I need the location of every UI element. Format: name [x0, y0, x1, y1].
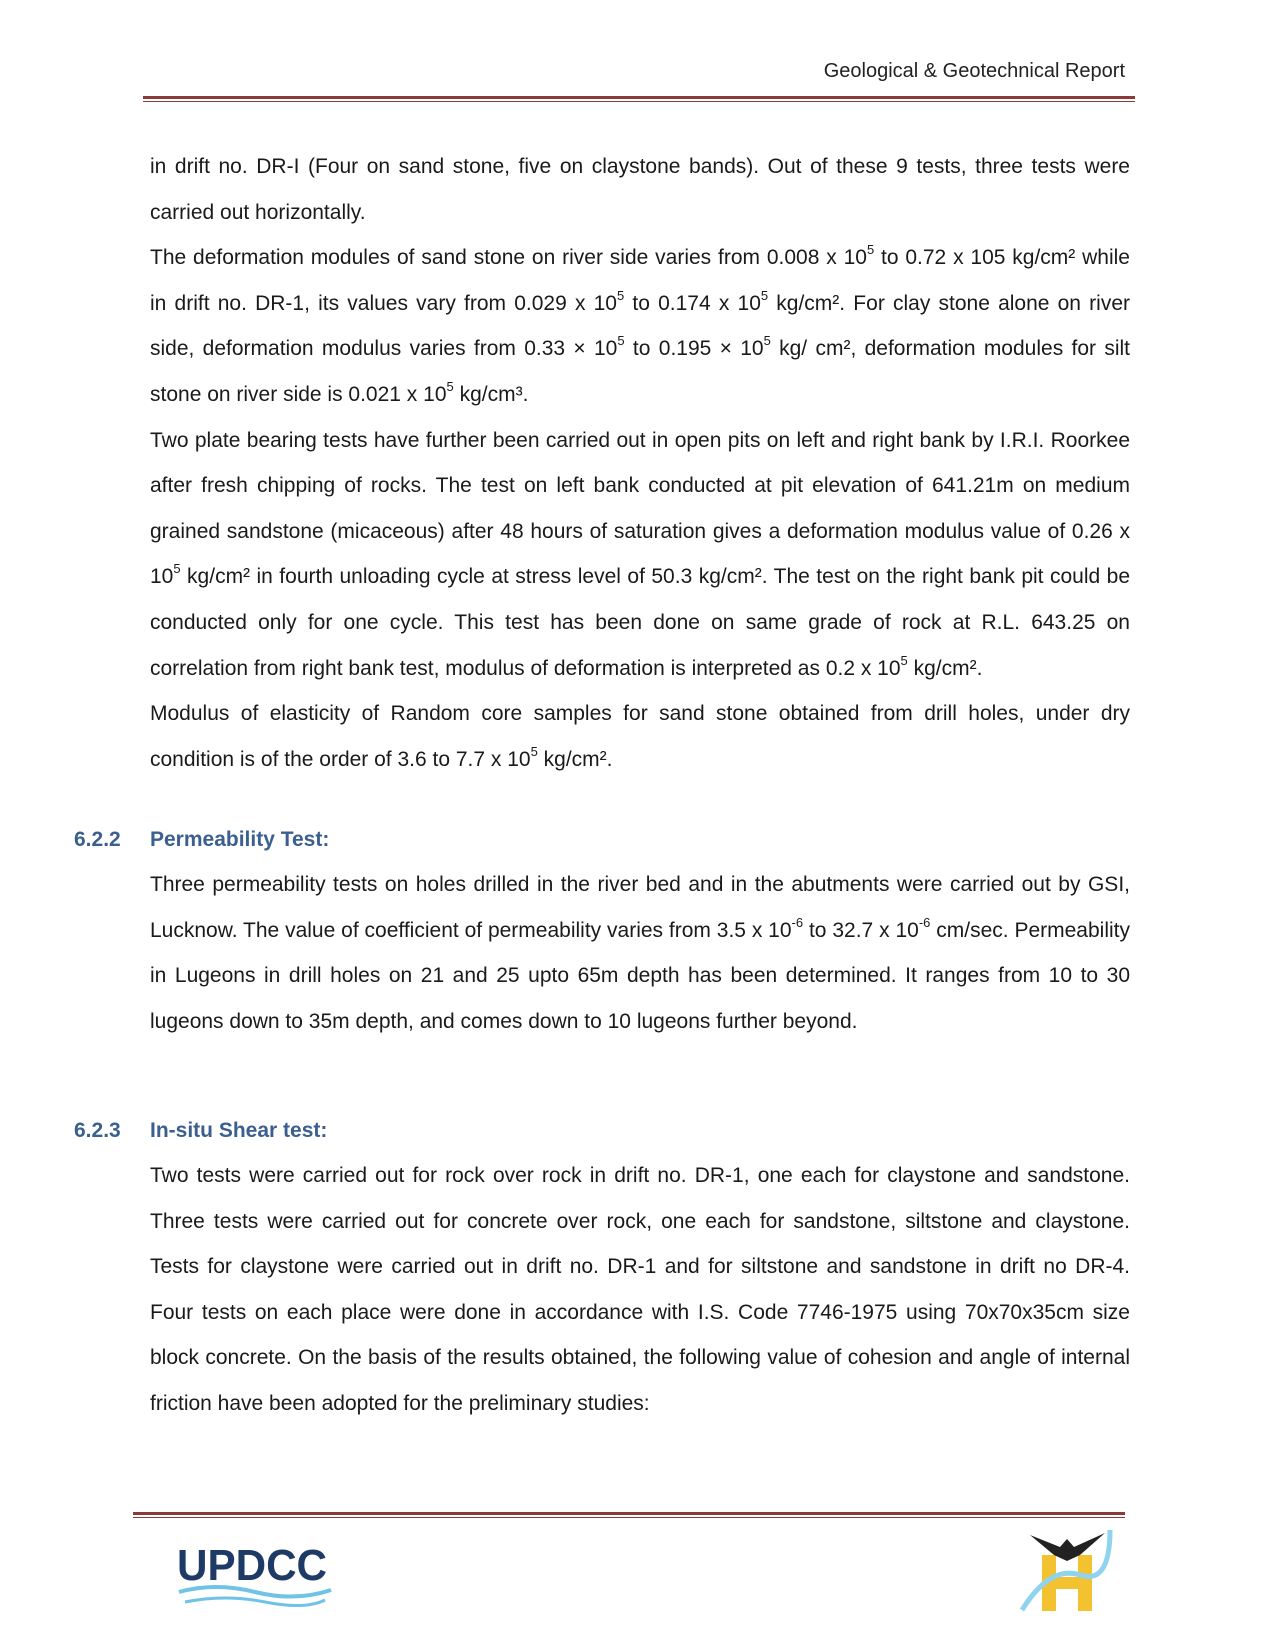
paragraph-1: in drift no. DR-I (Four on sand stone, five on claystone bands). Out of these 9 tests, three tests were carried out horizontally.: [150, 155, 1130, 224]
paragraph-3: Two plate bearing tests have further been carried out in open pits on left and right bank by I.R.I. Roorkee after fresh chipping of rocks. The test on left bank conducted at pit elevation of 641.21m on medium grained sandstone (micaceous) after 48 hours of saturation gives a deformation modulus value of 0.26 x $10^5$ kg/cm² in fourth unloading cycle at stress level of 50.3 kg/cm². The test on the right bank pit could be conducted only for one cycle. This test has been done on same grade of rock at R.L. 643.25 on correlation from right bank test, modulus of deformation is interpreted as 0.2 x $10^5$ kg/cm².: [150, 428, 1130, 680]
section-heading-6-2-3: [74, 1119, 327, 1143]
svg-text:UPDCC: UPDCC: [177, 1541, 327, 1590]
section-number: 6.2.2: [74, 828, 121, 851]
updcc-logo: [175, 1532, 335, 1612]
header-rule: [143, 96, 1135, 99]
paragraph-2: The deformation modules of sand stone on river side varies from 0.008 x $10^5$ to 0.72 x 105 kg/cm² while in drift no. DR-1, its values vary from 0.029 x $10^5$ to 0.174 x $10^5$ kg/cm². For clay stone alone on river side, deformation modulus varies from $0.33 \times 10^5$ to $0.195 \times 10^5$ kg/ cm², deformation modules for silt stone on river side is 0.021 x $10^5$ kg/cm³.: [150, 242, 1131, 406]
section-body-6-2-3: [150, 1153, 1130, 1427]
section-body-6-2-2: [150, 862, 1130, 1044]
section-number: 6.2.3: [74, 1119, 121, 1142]
emblem-logo: [1020, 1525, 1115, 1615]
footer-rule-thin: [133, 1517, 1125, 1518]
permeability-paragraph: Three permeability tests on holes drilled in the river bed and in the abutments were carried out by GSI, Lucknow. The value of coefficient of permeability varies from 3.5 x $10^{-6}$ to 32.7 x $10^{-6}$ cm/sec. Permeability in Lugeons in drill holes on 21 and 25 upto 65m depth has been determined. It ranges from 10 to 30 lugeons down to 35m depth, and comes down to 10 lugeons further beyond.: [150, 873, 1130, 1033]
section-title: In-situ Shear test:: [150, 1119, 328, 1142]
header-rule-thin: [143, 101, 1135, 102]
footer-rule: [133, 1512, 1125, 1515]
intro-text: [150, 144, 1130, 782]
section-title: Permeability Test:: [150, 828, 330, 851]
section-heading-6-2-2: [74, 828, 329, 852]
shear-test-paragraph: Two tests were carried out for rock over rock in drift no. DR-1, one each for claystone and sandstone. Three tests were carried out for concrete over rock, one each for sandstone, siltstone and claystone. Tests for claystone were carried out in drift no. DR-1 and for siltstone and sandstone in drift no DR-4. Four tests on each place were done in accordance with I.S. Code 7746-1975 using 70x70x35cm size block concrete. On the basis of the results obtained, the following value of cohesion and angle of internal friction have been adopted for the preliminary studies:: [150, 1164, 1130, 1415]
report-header-title: Geological & Geotechnical Report: [823, 60, 1125, 82]
paragraph-4: Modulus of elasticity of Random core samples for sand stone obtained from drill holes, under dry condition is of the order of 3.6 to 7.7 x $10^5$ kg/cm².: [150, 702, 1130, 771]
